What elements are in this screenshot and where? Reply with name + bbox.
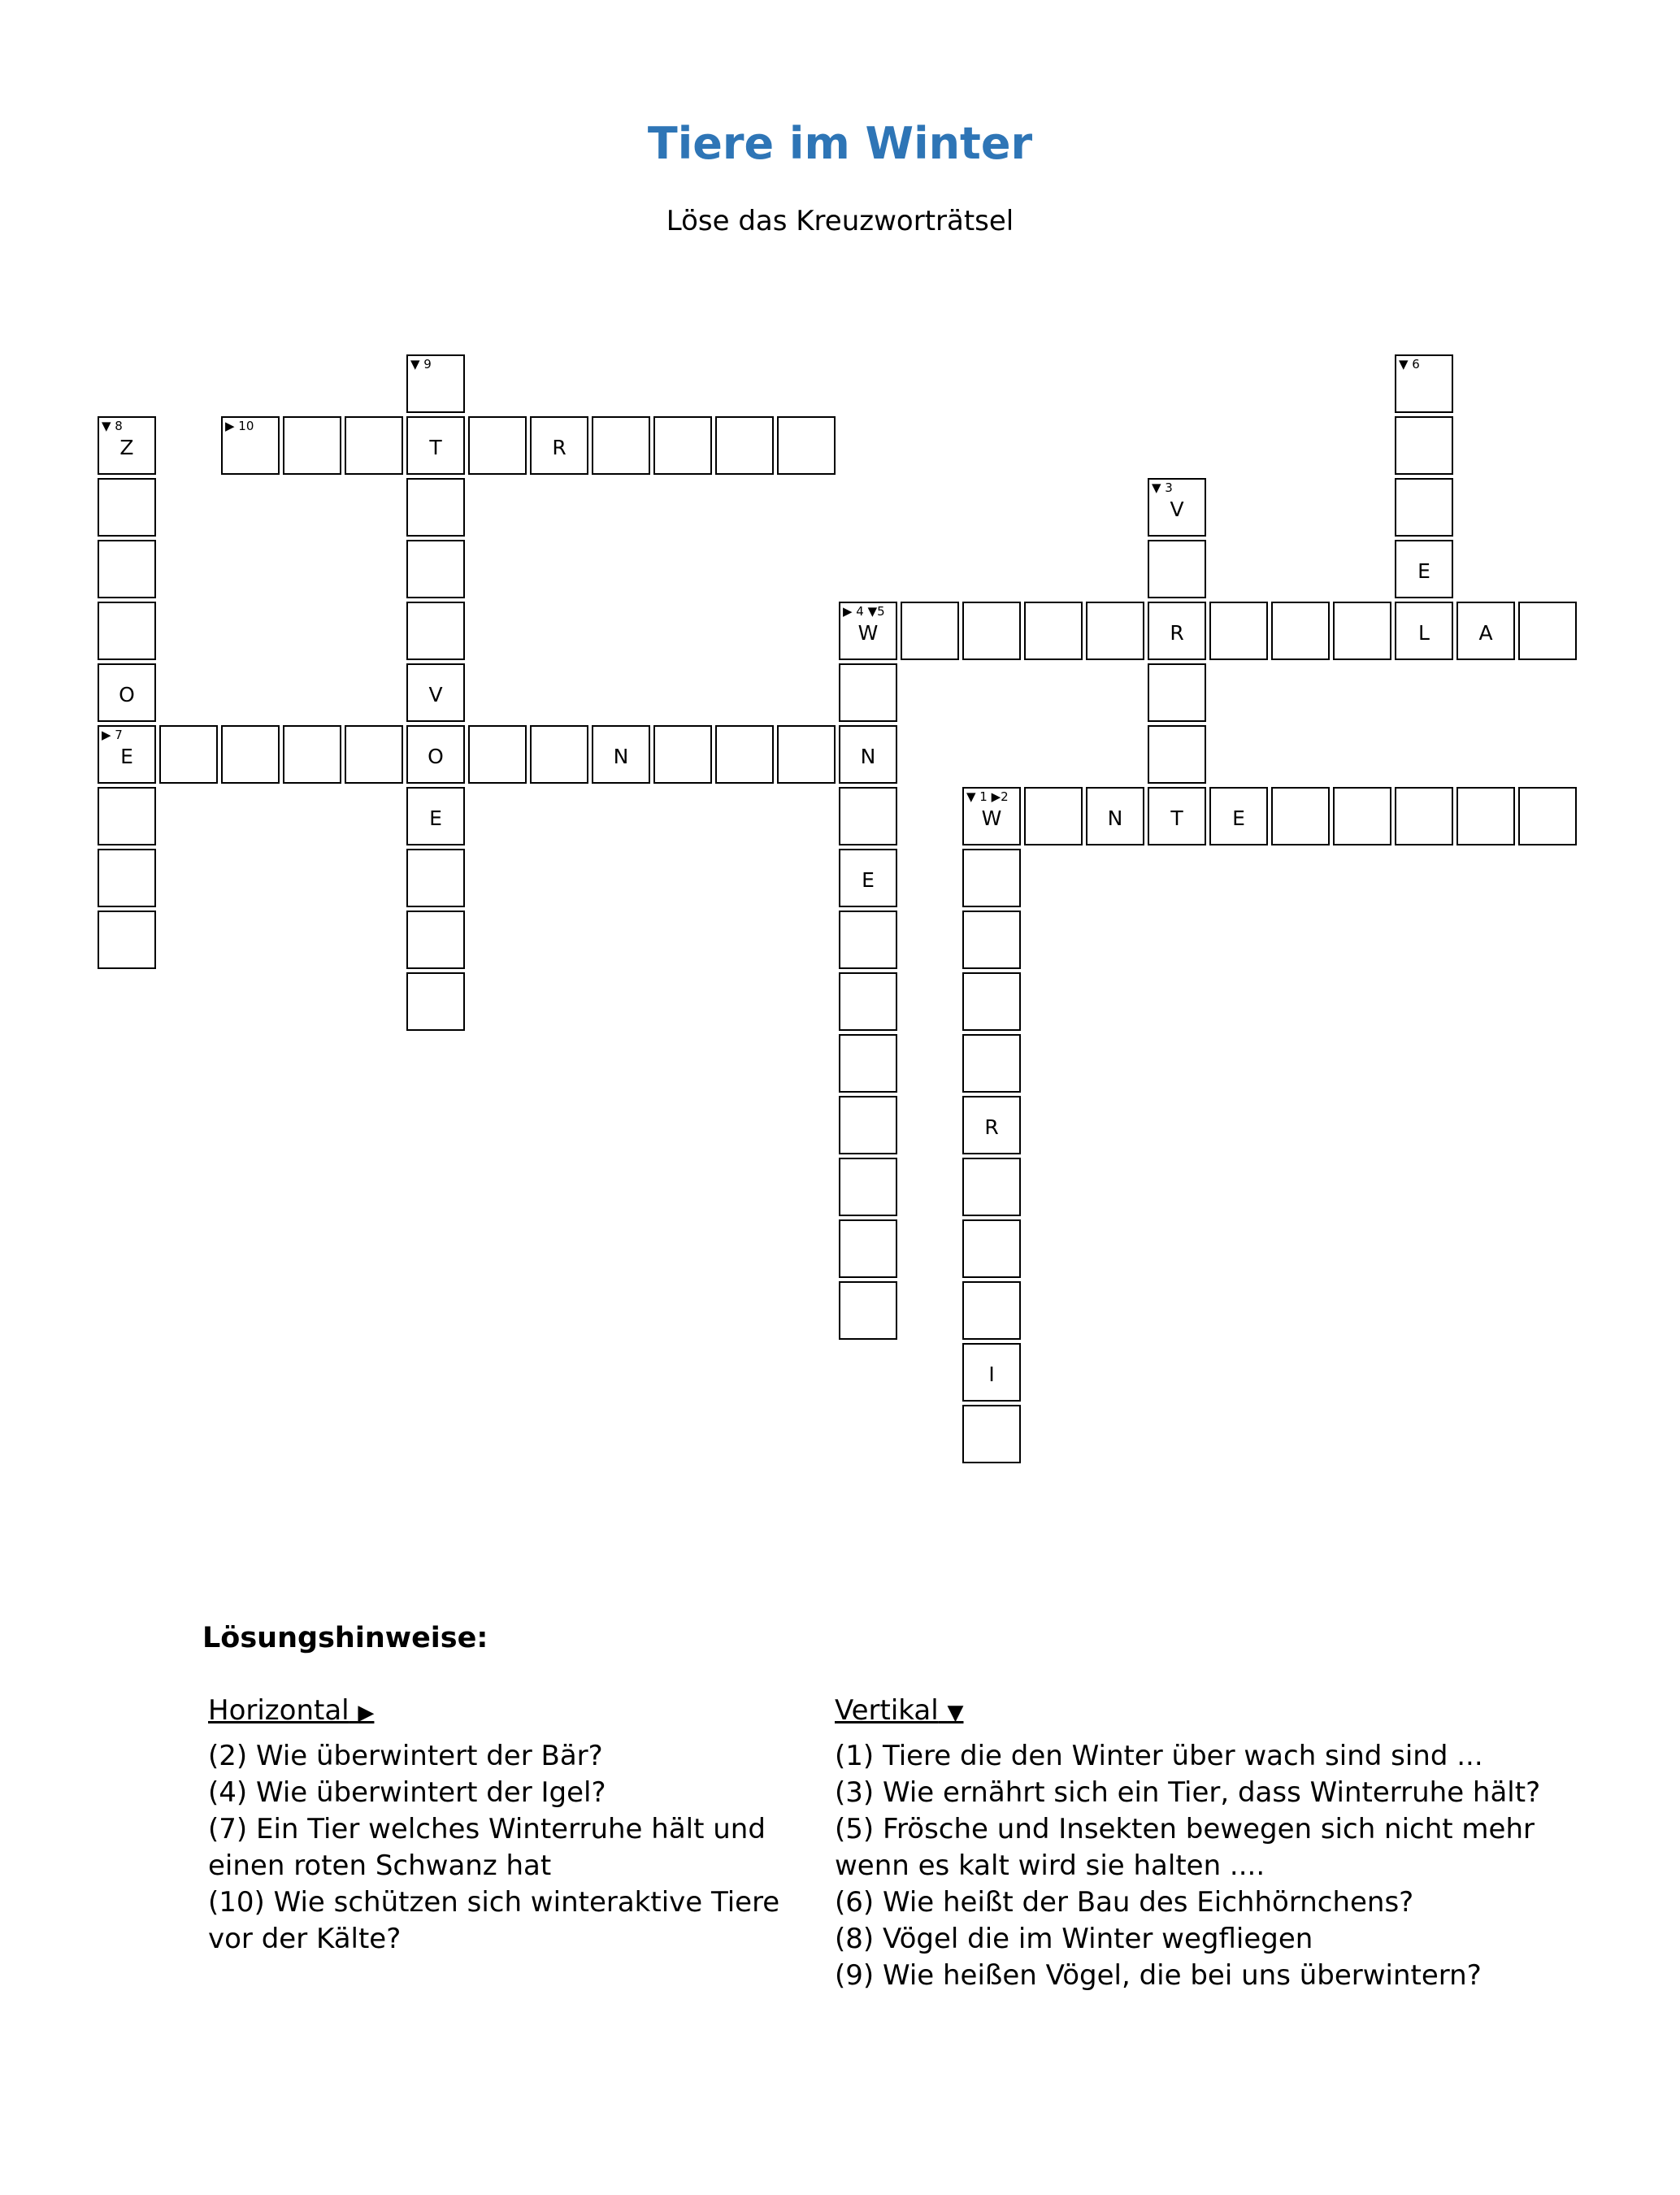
grid-cell[interactable] [406, 663, 465, 722]
cell-letter: E [862, 868, 875, 892]
clue-number: ▶ 4 ▼5 [843, 604, 885, 619]
cell-letter: T [429, 436, 442, 459]
clue-number: ▶ 7 [102, 728, 123, 742]
grid-cell[interactable] [1395, 416, 1453, 475]
grid-cell[interactable] [839, 1034, 897, 1093]
grid-cell[interactable] [901, 602, 959, 660]
grid-cell[interactable] [777, 725, 836, 784]
grid-cell[interactable] [962, 972, 1021, 1031]
grid-cell[interactable] [1148, 725, 1206, 784]
grid-cell[interactable] [406, 725, 465, 784]
grid-cell[interactable] [406, 478, 465, 537]
grid-cell[interactable] [1271, 602, 1330, 660]
grid-cell[interactable] [777, 416, 836, 475]
grid-cell[interactable] [715, 725, 774, 784]
grid-cell[interactable] [159, 725, 218, 784]
grid-cell[interactable] [839, 663, 897, 722]
grid-cell[interactable] [221, 725, 280, 784]
grid-cell[interactable] [1518, 787, 1577, 845]
grid-cell[interactable] [1148, 787, 1206, 845]
horizontal-clues [208, 1693, 810, 1958]
clue-number: ▼ 8 [102, 419, 123, 433]
grid-cell[interactable] [98, 725, 156, 784]
arrow-right-icon: ▶ [358, 1701, 375, 1725]
grid-cell[interactable] [1395, 540, 1453, 598]
cell-letter: E [429, 806, 442, 830]
cell-letter: R [552, 436, 567, 459]
grid-cell[interactable] [283, 416, 341, 475]
clue-number: ▼ 1 ▶2 [966, 789, 1009, 804]
grid-cell[interactable] [1148, 663, 1206, 722]
grid-cell[interactable] [1024, 602, 1083, 660]
grid-cell[interactable] [406, 911, 465, 969]
cell-letter: E [1417, 559, 1430, 583]
clue-number: ▼ 3 [1152, 480, 1173, 495]
cell-letter: W [981, 806, 1002, 830]
grid-cell[interactable] [839, 1096, 897, 1154]
grid-cell[interactable] [345, 725, 403, 784]
grid-cell[interactable] [839, 1158, 897, 1216]
cell-letter: N [860, 745, 876, 768]
grid-cell[interactable] [1456, 602, 1515, 660]
grid-cell[interactable] [839, 725, 897, 784]
grid-cell[interactable] [962, 911, 1021, 969]
grid-cell[interactable] [962, 1343, 1021, 1402]
cell-letter: N [1107, 806, 1123, 830]
cell-letter: Z [119, 436, 134, 459]
grid-cell[interactable] [1518, 602, 1577, 660]
vertical-heading [835, 1693, 1599, 1732]
grid-cell[interactable] [1395, 602, 1453, 660]
grid-cell[interactable] [406, 416, 465, 475]
cell-letter: V [428, 683, 443, 706]
grid-cell[interactable] [1395, 787, 1453, 845]
grid-cell[interactable] [962, 787, 1021, 845]
grid-cell[interactable] [1148, 602, 1206, 660]
grid-cell[interactable] [1333, 602, 1391, 660]
clue-item: (5) Frösche und Insekten bewegen sich nicht mehr wenn es kalt wird sie halten .... [835, 1813, 1535, 1882]
cell-letter: N [613, 745, 629, 768]
grid-cell[interactable] [530, 725, 588, 784]
clue-item: (3) Wie ernährt sich ein Tier, dass Winterruhe hält? [835, 1776, 1541, 1809]
grid-cell[interactable] [283, 725, 341, 784]
grid-cell[interactable] [962, 1158, 1021, 1216]
grid-cell[interactable] [98, 849, 156, 907]
grid-cell[interactable] [1148, 478, 1206, 537]
vertical-label: Vertikal [835, 1694, 939, 1727]
clue-item: (4) Wie überwintert der Igel? [208, 1776, 606, 1809]
clue-item: (10) Wie schützen sich winteraktive Tiere vor der Kälte? [208, 1886, 780, 1955]
grid-cell[interactable] [221, 416, 280, 475]
grid-cell[interactable] [98, 663, 156, 722]
grid-cell[interactable] [468, 416, 527, 475]
grid-cell[interactable] [962, 1219, 1021, 1278]
grid-cell[interactable] [1086, 602, 1144, 660]
page-subtitle: Löse das Kreuzworträtsel [666, 205, 1014, 237]
clue-number: ▼ 9 [410, 357, 432, 372]
grid-cell[interactable] [1456, 787, 1515, 845]
grid-cell[interactable] [1271, 787, 1330, 845]
grid-cell[interactable] [98, 478, 156, 537]
clue-item: (9) Wie heißen Vögel, die bei uns überwintern? [835, 1959, 1482, 1992]
grid-cell[interactable] [345, 416, 403, 475]
grid-cell[interactable] [1395, 478, 1453, 537]
grid-cell[interactable] [468, 725, 527, 784]
grid-cell[interactable] [406, 849, 465, 907]
grid-cell[interactable] [406, 540, 465, 598]
cell-letter: T [1170, 806, 1183, 830]
cell-letter: A [1478, 621, 1493, 645]
grid-cell[interactable] [715, 416, 774, 475]
grid-cell[interactable] [653, 725, 712, 784]
grid-cell[interactable] [839, 787, 897, 845]
grid-cell[interactable] [530, 416, 588, 475]
grid-cell[interactable] [98, 911, 156, 969]
cell-letter: I [988, 1363, 995, 1386]
clue-item: (6) Wie heißt der Bau des Eichhörnchens? [835, 1886, 1414, 1919]
grid-cell[interactable] [839, 1219, 897, 1278]
grid-cell[interactable] [1395, 354, 1453, 413]
grid-cell[interactable] [98, 540, 156, 598]
cell-letter: E [1232, 806, 1245, 830]
grid-cell[interactable] [1086, 787, 1144, 845]
grid-cell[interactable] [1148, 540, 1206, 598]
grid-cell[interactable] [839, 972, 897, 1031]
grid-cell[interactable] [98, 602, 156, 660]
cell-letter: W [857, 621, 879, 645]
horizontal-label: Horizontal [208, 1694, 349, 1727]
clue-item: (7) Ein Tier welches Winterruhe hält und einen roten Schwanz hat [208, 1813, 766, 1882]
vertical-clues [835, 1693, 1599, 1994]
horizontal-heading [208, 1693, 810, 1732]
grid-cell[interactable] [98, 787, 156, 845]
page-title: Tiere im Winter [647, 118, 1033, 169]
grid-cell[interactable] [98, 416, 156, 475]
cell-letter: O [428, 745, 444, 768]
grid-cell[interactable] [839, 849, 897, 907]
arrow-down-icon: ▼ [947, 1701, 964, 1725]
grid-cell[interactable] [962, 602, 1021, 660]
grid-cell[interactable] [406, 787, 465, 845]
grid-cell[interactable] [653, 416, 712, 475]
grid-cell[interactable] [839, 1281, 897, 1340]
clue-number: ▼ 6 [1399, 357, 1420, 372]
grid-cell[interactable] [839, 911, 897, 969]
clue-number: ▶ 10 [225, 419, 254, 433]
grid-cell[interactable] [962, 1034, 1021, 1093]
cell-letter: R [984, 1115, 999, 1139]
cell-letter: E [120, 745, 133, 768]
grid-cell[interactable] [962, 849, 1021, 907]
clue-item: (1) Tiere die den Winter über wach sind sind ... [835, 1740, 1483, 1772]
clue-item: (2) Wie überwintert der Bär? [208, 1740, 603, 1772]
grid-cell[interactable] [1333, 787, 1391, 845]
clue-item: (8) Vögel die im Winter wegfliegen [835, 1923, 1313, 1955]
grid-cell[interactable] [962, 1096, 1021, 1154]
grid-cell[interactable] [1209, 602, 1268, 660]
cell-letter: V [1170, 498, 1184, 521]
grid-cell[interactable] [406, 354, 465, 413]
cell-letter: L [1418, 621, 1430, 645]
cell-letter: O [119, 683, 135, 706]
grid-cell[interactable] [962, 1281, 1021, 1340]
grid-cell[interactable] [1024, 787, 1083, 845]
grid-cell[interactable] [962, 1405, 1021, 1463]
clues-heading: Lösungshinweise: [202, 1622, 488, 1654]
grid-cell[interactable] [1209, 787, 1268, 845]
cell-letter: R [1170, 621, 1184, 645]
grid-cell[interactable] [406, 972, 465, 1031]
grid-cell[interactable] [592, 725, 650, 784]
grid-cell[interactable] [592, 416, 650, 475]
grid-cell[interactable] [839, 602, 897, 660]
grid-cell[interactable] [406, 602, 465, 660]
